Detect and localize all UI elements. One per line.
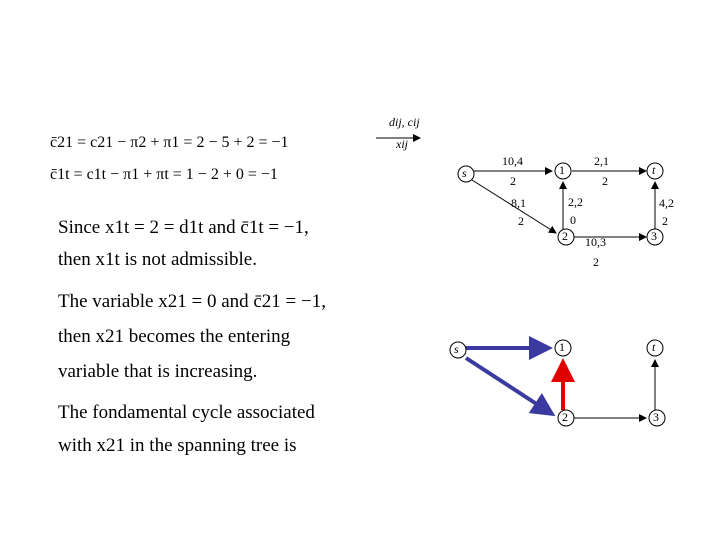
edge-1t-flow: 2 — [602, 174, 608, 188]
bottom-edge-s-2 — [466, 358, 552, 414]
legend-dij-cij: dij, cij — [389, 115, 420, 129]
top-node-t-label: t — [652, 163, 656, 177]
bottom-node-1-label: 1 — [559, 340, 565, 354]
since-line-1: Since x1t = 2 = d1t and c̄1t = −1, — [58, 217, 309, 238]
since-line-2: then x1t is not admissible. — [58, 249, 257, 270]
top-node-2-label: 2 — [562, 229, 568, 243]
bottom-node-s-label: s — [454, 342, 459, 356]
equation-reduced-cost-1t: c̄1t = c1t − π1 + πt = 1 − 2 + 0 = −1 — [50, 166, 278, 183]
edge-21-flow: 0 — [570, 213, 576, 227]
top-node-1-label: 1 — [559, 163, 565, 177]
bottom-node-3-label: 3 — [653, 410, 659, 424]
variable-line-2: then x21 becomes the entering — [58, 326, 291, 347]
edge-23-capacity-cost: 10,3 — [585, 235, 606, 249]
top-node-s-label: s — [462, 166, 467, 180]
edge-23-flow: 2 — [593, 255, 599, 269]
edge-s2-capacity-cost: 8,1 — [511, 196, 526, 210]
variable-line-1: The variable x21 = 0 and c̄21 = −1, — [58, 291, 326, 312]
edge-3t-flow: 2 — [662, 214, 668, 228]
equation-reduced-cost-21: c̄21 = c21 − π2 + π1 = 2 − 5 + 2 = −1 — [50, 134, 289, 151]
edge-s2-flow: 2 — [518, 214, 524, 228]
bottom-node-2-label: 2 — [562, 410, 568, 424]
edge-s1-capacity-cost: 10,4 — [502, 154, 523, 168]
edge-3t-capacity-cost: 4,2 — [659, 196, 674, 210]
edge-s1-flow: 2 — [510, 174, 516, 188]
top-node-3-label: 3 — [651, 229, 657, 243]
cycle-line-2: with x21 in the spanning tree is — [58, 435, 297, 456]
cycle-line-1: The fondamental cycle associated — [58, 402, 315, 423]
edge-1t-capacity-cost: 2,1 — [594, 154, 609, 168]
edge-21-capacity-cost: 2,2 — [568, 195, 583, 209]
variable-line-3: variable that is increasing. — [58, 361, 258, 382]
bottom-node-t-label: t — [652, 340, 656, 354]
legend-xij: xij — [396, 137, 408, 151]
